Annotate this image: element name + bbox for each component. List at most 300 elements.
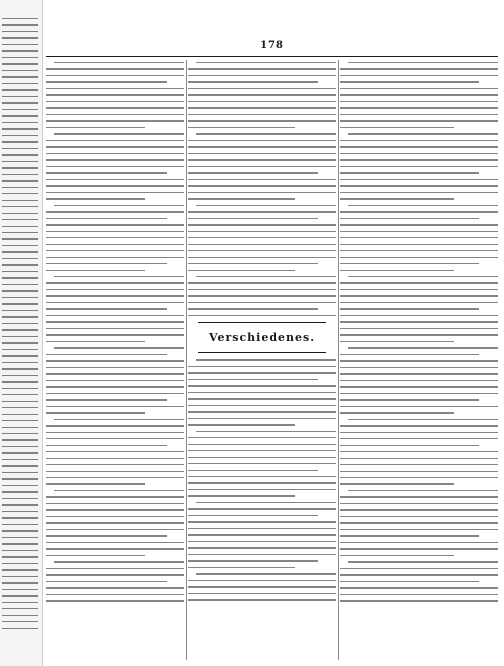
text-line — [46, 393, 184, 394]
text-line — [2, 96, 38, 97]
text-line — [188, 75, 336, 76]
text-line — [46, 211, 184, 212]
text-line — [196, 359, 336, 360]
text-line — [188, 528, 336, 529]
text-line — [2, 245, 38, 246]
text-line — [2, 628, 38, 629]
text-line — [46, 244, 184, 245]
text-line — [46, 548, 184, 549]
text-line — [188, 101, 336, 102]
text-line — [2, 109, 38, 110]
text-line — [46, 75, 184, 76]
text-line — [2, 271, 38, 272]
text-line — [2, 530, 38, 531]
text-line — [2, 251, 38, 252]
text-line — [340, 464, 498, 465]
text-line — [2, 349, 38, 350]
text-line — [46, 146, 184, 147]
text-line — [2, 478, 38, 479]
text-line — [2, 200, 38, 201]
text-line — [46, 367, 184, 368]
text-line — [188, 586, 336, 587]
text-line — [340, 581, 479, 582]
text-line — [340, 393, 498, 394]
text-line — [46, 594, 184, 595]
text-line — [2, 258, 38, 259]
section-title: Verschiedenes. — [208, 331, 316, 345]
text-line — [2, 517, 38, 518]
text-line — [188, 211, 336, 212]
text-line — [2, 154, 38, 155]
text-line — [2, 407, 38, 408]
text-line — [188, 295, 336, 296]
text-line — [196, 205, 336, 206]
text-line — [340, 231, 498, 232]
text-line — [2, 563, 38, 564]
text-line — [348, 133, 498, 134]
text-line — [46, 88, 184, 89]
text-line — [188, 198, 295, 199]
text-line — [2, 290, 38, 291]
text-line — [340, 516, 498, 517]
text-line — [188, 185, 336, 186]
text-line — [188, 127, 295, 128]
text-line — [46, 555, 145, 556]
text-line — [2, 459, 38, 460]
text-line — [340, 302, 498, 303]
text-line — [46, 529, 184, 530]
text-line — [2, 193, 38, 194]
text-line — [340, 218, 479, 219]
text-line — [46, 360, 184, 361]
text-line — [46, 406, 184, 407]
text-line — [340, 159, 498, 160]
text-line — [340, 94, 498, 95]
text-line — [2, 63, 38, 64]
text-line — [188, 385, 336, 386]
text-line — [2, 232, 38, 233]
text-line — [46, 308, 167, 309]
text-line — [340, 270, 454, 271]
text-line — [46, 412, 145, 413]
text-line — [340, 477, 498, 478]
text-line — [340, 529, 498, 530]
text-line — [188, 88, 336, 89]
text-line — [2, 148, 38, 149]
text-line — [46, 380, 184, 381]
text-line — [188, 237, 336, 238]
text-line — [2, 368, 38, 369]
text-line — [340, 244, 498, 245]
text-line — [188, 593, 336, 594]
text-line — [340, 192, 498, 193]
text-line — [46, 354, 167, 355]
text-line — [340, 341, 454, 342]
text-line — [54, 490, 184, 491]
text-line — [340, 425, 498, 426]
column-divider — [186, 60, 187, 660]
text-line — [2, 70, 38, 71]
text-line — [46, 127, 145, 128]
text-line — [2, 582, 38, 583]
text-line — [46, 282, 184, 283]
text-line — [2, 76, 38, 77]
text-line — [46, 321, 184, 322]
text-line — [188, 424, 295, 425]
text-line — [188, 153, 336, 154]
text-line — [340, 367, 498, 368]
text-line — [2, 277, 38, 278]
text-line — [2, 355, 38, 356]
text-line — [188, 140, 336, 141]
text-line — [2, 427, 38, 428]
text-line — [2, 57, 38, 58]
text-line — [46, 451, 184, 452]
text-line — [2, 485, 38, 486]
text-line — [340, 257, 498, 258]
text-line — [2, 135, 38, 136]
text-line — [2, 219, 38, 220]
text-line — [2, 589, 38, 590]
text-line — [188, 547, 336, 548]
text-line — [2, 439, 38, 440]
text-line — [46, 263, 167, 264]
text-line — [340, 555, 454, 556]
text-line — [2, 310, 38, 311]
text-line — [54, 561, 184, 562]
text-line — [340, 295, 498, 296]
text-line — [340, 185, 498, 186]
text-line — [188, 580, 336, 581]
text-line — [2, 329, 38, 330]
text-line — [46, 68, 184, 69]
text-line — [2, 206, 38, 207]
text-line — [2, 504, 38, 505]
text-line — [2, 284, 38, 285]
text-line — [340, 412, 454, 413]
text-line — [2, 524, 38, 525]
section-divider — [198, 322, 326, 323]
text-line — [340, 315, 498, 316]
text-line — [196, 502, 336, 503]
text-line — [46, 153, 184, 154]
text-line — [46, 107, 184, 108]
text-line — [2, 342, 38, 343]
text-line — [188, 192, 336, 193]
text-line — [46, 114, 184, 115]
text-line — [196, 62, 336, 63]
text-line — [2, 595, 38, 596]
text-line — [340, 172, 479, 173]
text-line — [188, 444, 336, 445]
text-line — [188, 372, 336, 373]
text-line — [340, 574, 498, 575]
text-line — [188, 515, 318, 516]
text-line — [54, 133, 184, 134]
text-line — [2, 465, 38, 466]
text-line — [188, 534, 336, 535]
text-line — [2, 316, 38, 317]
page-number: 178 — [260, 40, 284, 51]
column-divider — [338, 60, 339, 660]
text-line — [340, 250, 498, 251]
text-line — [188, 560, 318, 561]
text-line — [2, 297, 38, 298]
text-line — [340, 211, 498, 212]
column-left — [46, 62, 184, 660]
text-line — [188, 172, 318, 173]
text-line — [188, 257, 336, 258]
text-line — [340, 289, 498, 290]
text-line — [46, 250, 184, 251]
text-line — [2, 122, 38, 123]
text-line — [2, 180, 38, 181]
text-line — [188, 146, 336, 147]
text-line — [46, 464, 184, 465]
text-line — [348, 490, 498, 491]
column-middle — [188, 62, 336, 660]
text-line — [340, 198, 454, 199]
text-line — [2, 362, 38, 363]
text-line — [2, 50, 38, 51]
text-line — [46, 289, 184, 290]
text-line — [340, 373, 498, 374]
text-line — [46, 237, 184, 238]
text-line — [2, 550, 38, 551]
text-line — [2, 543, 38, 544]
text-line — [46, 587, 184, 588]
text-line — [2, 401, 38, 402]
text-line — [340, 282, 498, 283]
text-line — [188, 308, 318, 309]
text-line — [196, 133, 336, 134]
text-line — [46, 185, 184, 186]
text-line — [188, 482, 336, 483]
column-left-text — [46, 62, 184, 602]
column-middle-bottom-text — [188, 359, 336, 600]
text-line — [188, 224, 336, 225]
text-line — [2, 238, 38, 239]
text-line — [46, 574, 184, 575]
text-line — [340, 321, 498, 322]
text-line — [46, 432, 184, 433]
text-line — [188, 379, 318, 380]
text-line — [188, 470, 318, 471]
text-line — [340, 75, 498, 76]
text-line — [340, 81, 479, 82]
text-line — [2, 18, 38, 19]
text-line — [46, 172, 167, 173]
text-line — [188, 521, 336, 522]
text-line — [340, 542, 498, 543]
adjacent-page-edge — [0, 0, 43, 666]
text-line — [188, 418, 336, 419]
text-line — [340, 120, 498, 121]
text-line — [188, 120, 336, 121]
text-line — [196, 431, 336, 432]
text-line — [2, 602, 38, 603]
text-line — [46, 270, 145, 271]
text-line — [340, 587, 498, 588]
text-line — [340, 88, 498, 89]
text-line — [340, 600, 498, 601]
column-right — [340, 62, 498, 660]
text-line — [2, 128, 38, 129]
text-line — [188, 68, 336, 69]
text-line — [340, 127, 454, 128]
text-line — [46, 231, 184, 232]
text-line — [188, 495, 295, 496]
text-line — [340, 594, 498, 595]
text-line — [340, 146, 498, 147]
text-line — [188, 94, 336, 95]
text-line — [188, 218, 318, 219]
text-line — [188, 457, 336, 458]
text-line — [340, 101, 498, 102]
text-line — [2, 102, 38, 103]
text-line — [340, 179, 498, 180]
text-line — [2, 615, 38, 616]
text-line — [188, 541, 336, 542]
text-line — [340, 334, 498, 335]
text-line — [340, 399, 479, 400]
text-line — [340, 406, 498, 407]
text-line — [340, 503, 498, 504]
text-line — [46, 438, 184, 439]
text-line — [188, 411, 336, 412]
text-line — [340, 438, 498, 439]
text-line — [2, 491, 38, 492]
text-line — [2, 576, 38, 577]
text-line — [46, 101, 184, 102]
text-line — [54, 205, 184, 206]
page-header — [46, 40, 498, 57]
text-line — [46, 568, 184, 569]
text-line — [46, 503, 184, 504]
text-line — [46, 192, 184, 193]
text-line — [188, 366, 336, 367]
text-line — [2, 24, 38, 25]
text-line — [54, 419, 184, 420]
text-line — [2, 336, 38, 337]
text-line — [340, 496, 498, 497]
text-line — [2, 37, 38, 38]
text-line — [46, 120, 184, 121]
text-line — [46, 483, 145, 484]
text-line — [188, 599, 336, 600]
text-line — [340, 522, 498, 523]
text-line — [46, 302, 184, 303]
text-line — [188, 159, 336, 160]
text-line — [340, 328, 498, 329]
text-line — [340, 535, 479, 536]
text-line — [188, 107, 336, 108]
text-line — [340, 114, 498, 115]
text-line — [340, 445, 479, 446]
text-line — [46, 81, 167, 82]
text-line — [46, 257, 184, 258]
text-line — [2, 323, 38, 324]
text-line — [46, 315, 184, 316]
text-line — [46, 224, 184, 225]
text-line — [46, 140, 184, 141]
text-line — [46, 179, 184, 180]
text-line — [46, 522, 184, 523]
edge-text-block — [2, 18, 38, 634]
text-line — [340, 458, 498, 459]
text-line — [2, 511, 38, 512]
text-line — [2, 226, 38, 227]
text-line — [2, 414, 38, 415]
text-line — [54, 276, 184, 277]
text-line — [2, 394, 38, 395]
text-line — [340, 360, 498, 361]
text-line — [340, 237, 498, 238]
text-line — [2, 83, 38, 84]
text-line — [340, 509, 498, 510]
text-line — [46, 600, 184, 601]
text-line — [54, 347, 184, 348]
text-line — [340, 263, 479, 264]
text-line — [188, 489, 336, 490]
text-line — [340, 548, 498, 549]
text-line — [2, 608, 38, 609]
text-line — [46, 373, 184, 374]
text-line — [46, 386, 184, 387]
text-line — [2, 161, 38, 162]
text-line — [2, 388, 38, 389]
text-line — [188, 450, 336, 451]
text-line — [188, 231, 336, 232]
text-line — [46, 581, 167, 582]
text-line — [2, 381, 38, 382]
text-line — [340, 166, 498, 167]
text-line — [2, 89, 38, 90]
text-line — [46, 535, 167, 536]
text-line — [348, 347, 498, 348]
text-line — [188, 81, 318, 82]
text-line — [2, 472, 38, 473]
text-line — [188, 315, 336, 316]
text-line — [46, 509, 184, 510]
text-line — [188, 476, 336, 477]
text-line — [2, 187, 38, 188]
text-line — [46, 94, 184, 95]
text-line — [188, 250, 336, 251]
text-line — [188, 166, 336, 167]
text-line — [2, 213, 38, 214]
text-line — [2, 621, 38, 622]
text-line — [188, 554, 336, 555]
text-line — [2, 44, 38, 45]
text-line — [2, 556, 38, 557]
text-line — [340, 380, 498, 381]
section-divider — [198, 352, 326, 353]
column-middle-top-text — [188, 62, 336, 316]
text-line — [46, 218, 167, 219]
text-line — [46, 458, 184, 459]
text-line — [188, 398, 336, 399]
text-line — [188, 405, 336, 406]
text-line — [340, 107, 498, 108]
text-line — [46, 516, 184, 517]
text-line — [340, 308, 479, 309]
text-line — [46, 399, 167, 400]
text-line — [340, 483, 454, 484]
text-line — [2, 446, 38, 447]
text-line — [188, 567, 295, 568]
text-line — [46, 328, 184, 329]
